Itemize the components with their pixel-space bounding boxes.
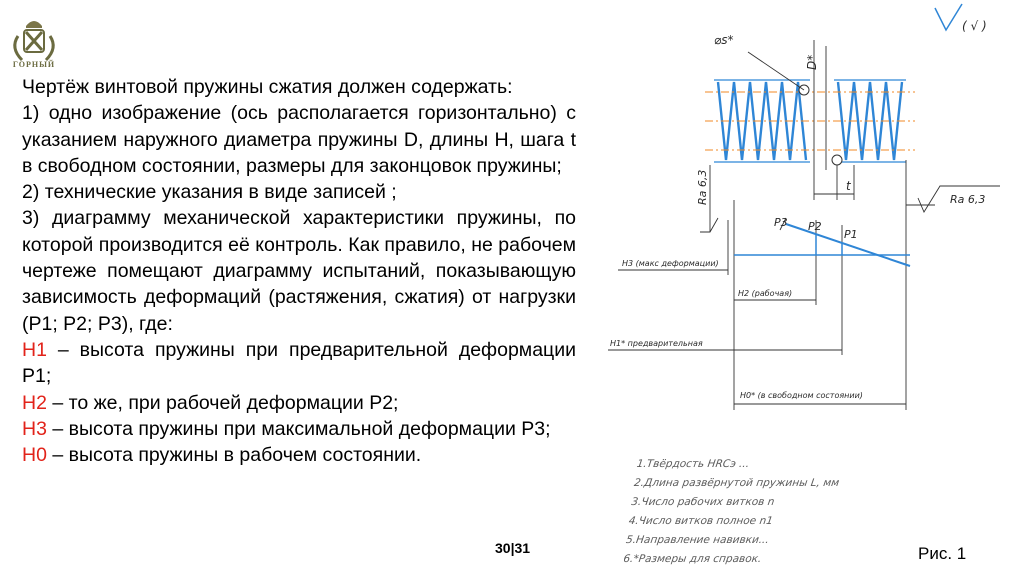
note-3: 3.Число рабочих витков n xyxy=(630,496,776,508)
def-h0-text: – высота пружины в рабочем состоянии. xyxy=(46,444,422,467)
term-h0: Н0 xyxy=(22,444,47,467)
wire-diameter-label: ⌀s* xyxy=(714,33,734,47)
note-2: 2.Длина развёрнутой пружины L, мм xyxy=(633,477,840,489)
slide-body xyxy=(22,74,576,468)
spring-drawing xyxy=(590,0,1024,440)
h2-label: H2 (рабочая) xyxy=(738,289,793,298)
page-number: 30|31 xyxy=(495,540,531,556)
intro-text: Чертёж винтовой пружины сжатия должен содержать: xyxy=(22,76,513,98)
technical-notes xyxy=(622,455,843,569)
note-4: 4.Число витков полное n1 xyxy=(627,515,774,527)
wire-section-bottom xyxy=(832,155,842,165)
pitch-label: t xyxy=(846,179,851,193)
definition-h3 xyxy=(22,416,576,442)
h1-label: H1* предварительная xyxy=(610,339,703,348)
note-1: 1.Твёрдость HRCэ ... xyxy=(635,458,751,470)
term-h3: Н3 xyxy=(22,417,47,440)
h0-label: H0* (в свободном состоянии) xyxy=(740,391,863,400)
p1-label: P1 xyxy=(844,228,858,241)
mining-university-logo xyxy=(4,6,64,68)
p2-label: P2 xyxy=(808,220,822,233)
definition-h2 xyxy=(22,390,576,416)
def-h3-text: – высота пружины при максимальной деформации Р3; xyxy=(46,417,551,440)
outer-diameter-label: D* xyxy=(805,54,819,70)
term-h1: Н1 xyxy=(22,338,47,361)
definition-h0 xyxy=(22,442,576,468)
note-5: 5.Направление навивки... xyxy=(625,534,770,546)
h3-label: H3 (макс деформации) xyxy=(622,259,719,268)
note-6: 6.*Размеры для справок. xyxy=(622,553,763,565)
definition-h1 xyxy=(22,337,576,390)
roughness-left-label: Ra 6,3 xyxy=(696,169,709,205)
figure-caption: Рис. 1 xyxy=(918,544,967,563)
item-1-text: 1) одно изображение (ось располагается горизонтально) с указанием наружного диаметра пружины D, длины H, шага t в свободном состоянии, размеры для законцовок пружины; xyxy=(22,102,576,177)
p3-label: P3 xyxy=(774,216,788,229)
def-h2-text: – то же, при рабочей деформации Р2; xyxy=(46,391,399,414)
item-2-text: 2) технические указания в виде записей ; xyxy=(22,181,397,204)
term-h2: Н2 xyxy=(22,391,47,414)
roughness-right-label: Ra 6,3 xyxy=(950,193,986,206)
surface-mark-text: ( √ ) xyxy=(962,19,987,33)
def-h1-text: – высота пружины при предварительной деформации Р1; xyxy=(22,338,576,388)
logo-caption: ГОРНЫЙ xyxy=(12,60,56,69)
item-3-text: 3) диаграмму механической характеристики пружины, по которой производится её контроль. Как правило, не рабочем чертеже помещают диаграмму испытаний, показывающую зависимость деформаций (растяжения, сжатия) от нагрузки (Р1; Р2; Р3), где: xyxy=(22,207,576,335)
surface-finish-icon xyxy=(935,4,962,30)
